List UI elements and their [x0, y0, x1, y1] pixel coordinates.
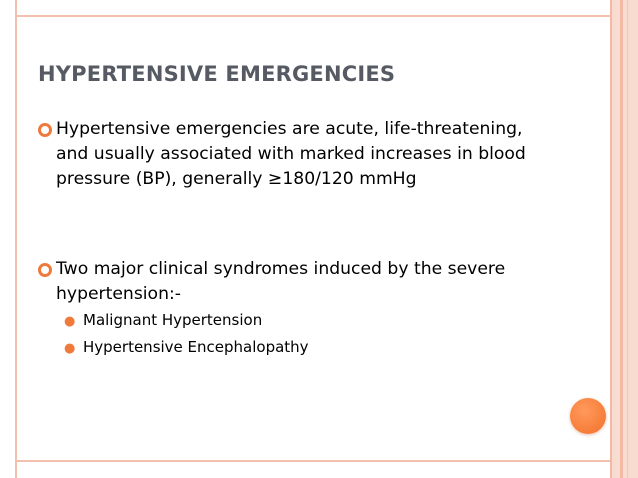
- sub-bullet-text: Hypertensive Encephalopathy: [83, 338, 309, 356]
- orange-circle-icon: [570, 398, 606, 434]
- hollow-circle-bullet-icon: [38, 263, 52, 277]
- sub-bullet-item: [64, 337, 309, 357]
- hollow-circle-bullet-icon: [38, 123, 52, 137]
- sub-bullet-text: Malignant Hypertension: [83, 311, 263, 329]
- top-border-line: [15, 15, 611, 17]
- sub-bullet-item: [64, 310, 262, 330]
- bottom-border-line: [15, 460, 611, 462]
- slide-title: HYPERTENSIVE EMERGENCIES: [38, 62, 396, 86]
- bullet-text: Hypertensive emergencies are acute, life-threatening, and usually associated with marked increases in blood pressure (BP), generally ≥180/120 mmHg: [56, 119, 526, 189]
- bullet-item: [38, 257, 528, 307]
- right-band-stripe-thin: [627, 0, 628, 478]
- bullet-text: Two major clinical syndromes induced by the severe hypertension:-: [56, 259, 506, 304]
- dot-bullet-icon: ●: [64, 341, 76, 356]
- left-border-line: [15, 0, 17, 478]
- dot-bullet-icon: ●: [64, 314, 76, 329]
- right-band-stripe: [620, 0, 623, 478]
- bullet-item: [38, 117, 528, 192]
- right-decorative-band: [610, 0, 638, 478]
